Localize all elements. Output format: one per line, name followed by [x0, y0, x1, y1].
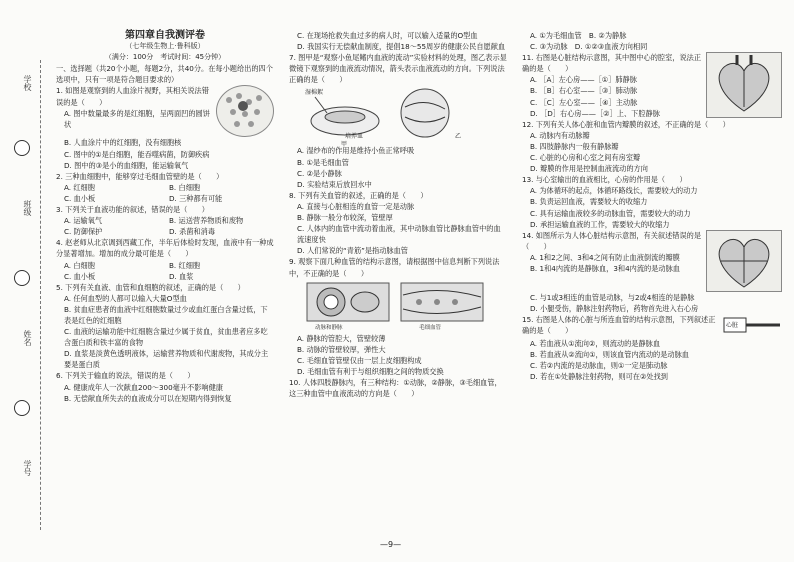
q3-option-d: D. 杀菌和消毒	[169, 227, 216, 237]
q2-options	[56, 182, 274, 193]
q15-option-d: D. 若在①处静脉注射药物，则可在②处找到	[530, 372, 668, 382]
q9-option-c: C. 毛细血管管壁仅由一层上皮细胞构成	[297, 355, 422, 365]
q9-figures	[289, 281, 507, 331]
capillary-drawing	[399, 281, 485, 323]
column-2	[289, 30, 507, 399]
question-9: 9. 观察下面几种血管的结构示意图，请根据图中信息判断下列说法中，不正确的是（ ）	[289, 257, 500, 278]
q11-option-d: D. ［D］右心房——［②］上、下腔静脉	[530, 108, 660, 118]
q4-option-b: B. 红细胞	[169, 260, 201, 270]
q1-option-c: C. 图中的①是白细胞，能吞噬病菌，防御疾病	[64, 149, 210, 159]
heart-drawing-14	[707, 231, 781, 291]
q15-option-a: A. 若血液从①流向②，则流动的是静脉血	[530, 338, 661, 348]
exam-subtitle: （七年级生物上·鲁科版）	[125, 42, 205, 51]
q14-option-d: D. 小腿受伤，静脉注射药物后，药物首先进入右心房	[530, 303, 699, 313]
q5-option-d: D. 血浆是淡黄色透明液体，运输营养物质和代谢废物，其成分主要是蛋白质	[64, 349, 269, 370]
question-6: 6. 下列关于输血的说法，错误的是（ ）	[56, 371, 195, 381]
q12-option-a: A. 动脉内有动脉瓣	[530, 130, 590, 140]
caption-capillary: 毛细血管	[419, 324, 442, 331]
binding-hole	[14, 400, 30, 416]
caption-jia: 甲	[341, 141, 348, 149]
heart-drawing	[707, 53, 781, 117]
q8-option-c: C. 人体内的血管中流动着血液，其中动脉血管比静脉血管中的血流速度快	[297, 224, 501, 245]
q12-option-c: C. 心脏的心房和心室之间有房室瓣	[530, 153, 641, 163]
question-2: 2. 三种血细胞中，能够穿过毛细血管壁的是（ ）	[56, 171, 224, 181]
question-4: 4. 赵老师从北京调到西藏工作，半年后体检时发现，血液中有一种成分显著增加。增加的成分最可能是（ ）	[56, 238, 274, 259]
q10-options-ab: A. ①为毛细血管 B. ②为静脉	[530, 31, 627, 40]
heart-diagram-11	[706, 52, 782, 118]
exam-title: 第四章自我测评卷	[125, 30, 205, 41]
name-label: 姓名	[23, 330, 32, 346]
q13-option-d: D. 承担运输血液的工作，需要较大的收缩力	[530, 219, 670, 229]
heart-vessel-diagram	[722, 314, 782, 338]
q13-option-c: C. 具有运输血液较多的动脉血管，需要较大的动力	[530, 208, 691, 218]
question-8: 8. 下列有关血管的叙述，正确的是（ ）	[289, 190, 428, 200]
label-wet-cotton: 湿棉絮	[305, 89, 324, 97]
q4-options	[56, 260, 274, 271]
class-label: 班级	[23, 200, 32, 216]
q9-option-a: A. 静脉的管腔大，管壁较薄	[297, 333, 386, 343]
q2-option-d: D. 三种都有可能	[169, 193, 223, 203]
question-12: 12. 下列有关人体心脏和血管内瓣膜的叙述，不正确的是（ ）	[522, 119, 730, 129]
q3-option-c: C. 防御保护	[64, 227, 103, 237]
q4-option-a: A. 白细胞	[64, 260, 95, 270]
capillary-section	[399, 281, 485, 331]
q6-option-a: A. 健康成年人一次献血200～300毫升不影响健康	[64, 382, 223, 392]
student-id-label: 学号	[23, 460, 32, 476]
q7-option-d: D. 实验结束后放回水中	[297, 179, 372, 189]
q6-option-c: C. 在现场抢救失血过多的病人时，可以输入适量的O型血	[297, 31, 478, 40]
q13-option-b: B. 负责运回血液，需要较大的收缩力	[530, 197, 648, 207]
caption-yi: 乙	[455, 133, 462, 141]
q1-option-d: D. 图中的③是小的血细胞，能运输氧气	[64, 160, 189, 170]
exam-meta: （满分：100分 考试时间：45分钟）	[104, 53, 226, 62]
school-label: 学校	[23, 75, 32, 91]
blood-smear-figure	[216, 85, 274, 137]
q15-option-b: B. 若血液从②流向①，则该血管内流动的是动脉血	[530, 349, 689, 359]
question-15: 15. 右图是人体的心脏与所连血管的结构示意图，下列叙述正确的是（ ）	[522, 314, 716, 335]
q14-option-c: C. 与1或3相连的血管是动脉，与2或4相连的是静脉	[530, 292, 695, 302]
column-1	[56, 30, 274, 404]
q8-option-b: B. 静脉一般分布较深，管壁厚	[297, 213, 393, 223]
question-10: 10. 人体四肢静脉内，有三种结构：①动脉，②静脉，③毛细血管，这三种血管中血液流动的方向是（ ）	[289, 377, 502, 399]
question-7: 7. 图甲是“观察小鱼尾鳍内血液的流动”实验材料的处理，图乙表示显微镜下观察到的血液流动情况，箭头表示血液流动的方向。下列说法正确的是（ ）	[289, 53, 507, 85]
q11-option-b: B. ［B］右心室——［③］肺动脉	[530, 86, 638, 96]
q7-figures	[289, 87, 507, 149]
q13-option-a: A. 为体循环的起点，体循环路线长，需要较大的动力	[530, 186, 698, 196]
binding-margin	[0, 0, 52, 562]
q6-option-d: D. 我国实行无偿献血制度，提倡18～55周岁的健康公民自愿献血	[297, 42, 506, 52]
q12-option-d: D. 瓣膜的作用是控制血液流动的方向	[530, 164, 648, 174]
heart-diagram-14	[706, 230, 782, 292]
vessel-cross-section	[305, 281, 391, 331]
q3-option-a: A. 运输氧气	[64, 216, 103, 226]
q4-options	[56, 271, 274, 282]
artery-vein-drawing	[305, 281, 391, 323]
q7-option-c: C. ②是小静脉	[297, 168, 342, 178]
question-13: 13. 与心室输出的血液相比，心房的作用是（ ）	[522, 175, 687, 185]
caption-artery-vein: 动脉和静脉	[315, 324, 343, 331]
q2-option-b: B. 白细胞	[169, 182, 201, 192]
blood-smear-drawing	[217, 86, 273, 136]
question-14: 14. 如图所示为人体心脏结构示意图，有关叙述错误的是（ ）	[522, 230, 702, 251]
q5-option-b: B. 贫血症患者的血液中红细胞数量过少或血红蛋白含量过低，下表是红色的红细胞	[64, 304, 268, 325]
q2-options	[56, 193, 274, 204]
q15-option-c: C. 若②内流的是动脉血，则①一定是肺动脉	[530, 361, 668, 371]
cut-line	[40, 60, 41, 530]
heart-box-label: 心脏	[726, 321, 739, 329]
question-11: 11. 右图是心脏结构示意图，其中图中心的腔室，说法正确的是（ ）	[522, 53, 702, 74]
q12-option-b: B. 四肢静脉内一般有静脉瓣	[530, 141, 619, 151]
q14-option-b: B. 1和4内流的是静脉血，3和4内流的是动脉血	[530, 263, 680, 273]
label-petri-dish: 培养皿	[345, 133, 364, 141]
q3-options	[56, 226, 274, 237]
section-instructions: 一、选择题（共20个小题，每题2分，共40分。在每小题给出的四个选项中，只有一项是符合题目要求的）	[56, 64, 273, 85]
q14-option-a: A. 1和2之间、3和4之间有防止血液倒流的瓣膜	[530, 252, 680, 262]
q11-option-a: A. ［A］左心房——［①］肺静脉	[530, 75, 637, 85]
q8-option-d: D. 人们常说的“青筋”是指动脉血管	[297, 246, 408, 256]
question-1: 1. 如图是观察到的人血涂片视野，其相关说法错误的是（ ）	[56, 86, 209, 107]
question-5: 5. 下列有关血液、血管和血细胞的叙述，正确的是（ ）	[56, 282, 245, 292]
q2-option-a: A. 红细胞	[64, 182, 95, 192]
q2-option-c: C. 血小板	[64, 193, 96, 203]
q10-options-cd: C. ③为动脉 D. ①②③血液方向相同	[530, 42, 648, 52]
binding-hole	[14, 140, 30, 156]
q9-option-b: B. 动脉的管壁较厚，弹性大	[297, 344, 386, 354]
q7-option-b: B. ①是毛细血管	[297, 157, 349, 167]
figure-jia	[305, 87, 387, 149]
q4-option-c: C. 血小板	[64, 271, 96, 281]
q8-option-a: A. 直接与心脏相连的血管一定是动脉	[297, 201, 415, 211]
figure-yi	[395, 87, 465, 143]
q1-option-a: A. 图中数量最多的是红细胞，呈两面凹的圆饼状	[64, 108, 210, 129]
column-3	[522, 30, 782, 382]
q4-option-d: D. 血浆	[169, 271, 194, 281]
q9-option-d: D. 毛细血管有利于与组织细胞之间的物质交换	[297, 366, 444, 376]
q5-option-a: A. 任何血型的人都可以输入大量O型血	[64, 293, 187, 303]
q3-options	[56, 215, 274, 226]
question-3: 3. 下列关于血液功能的叙述，错误的是（ ）	[56, 205, 209, 215]
binding-hole	[14, 270, 30, 286]
q5-option-c: C. 血液的运输功能中红细胞含量过少属于贫血，贫血患者应多吃含蛋白质和铁丰富的食物	[64, 327, 268, 348]
page-number: —9—	[380, 540, 402, 549]
q1-option-b: B. 人血涂片中的红细胞，没有细胞核	[64, 138, 182, 148]
q6-option-b: B. 无偿献血所失去的血液成分可以在短期内得到恢复	[64, 393, 232, 403]
q11-option-c: C. ［C］左心室——［④］主动脉	[530, 97, 638, 107]
white-cell	[238, 101, 248, 111]
q7-option-a: A. 湿纱布的作用是维持小鱼正常呼吸	[297, 146, 415, 156]
q3-option-b: B. 运送营养物质和废物	[169, 216, 244, 226]
